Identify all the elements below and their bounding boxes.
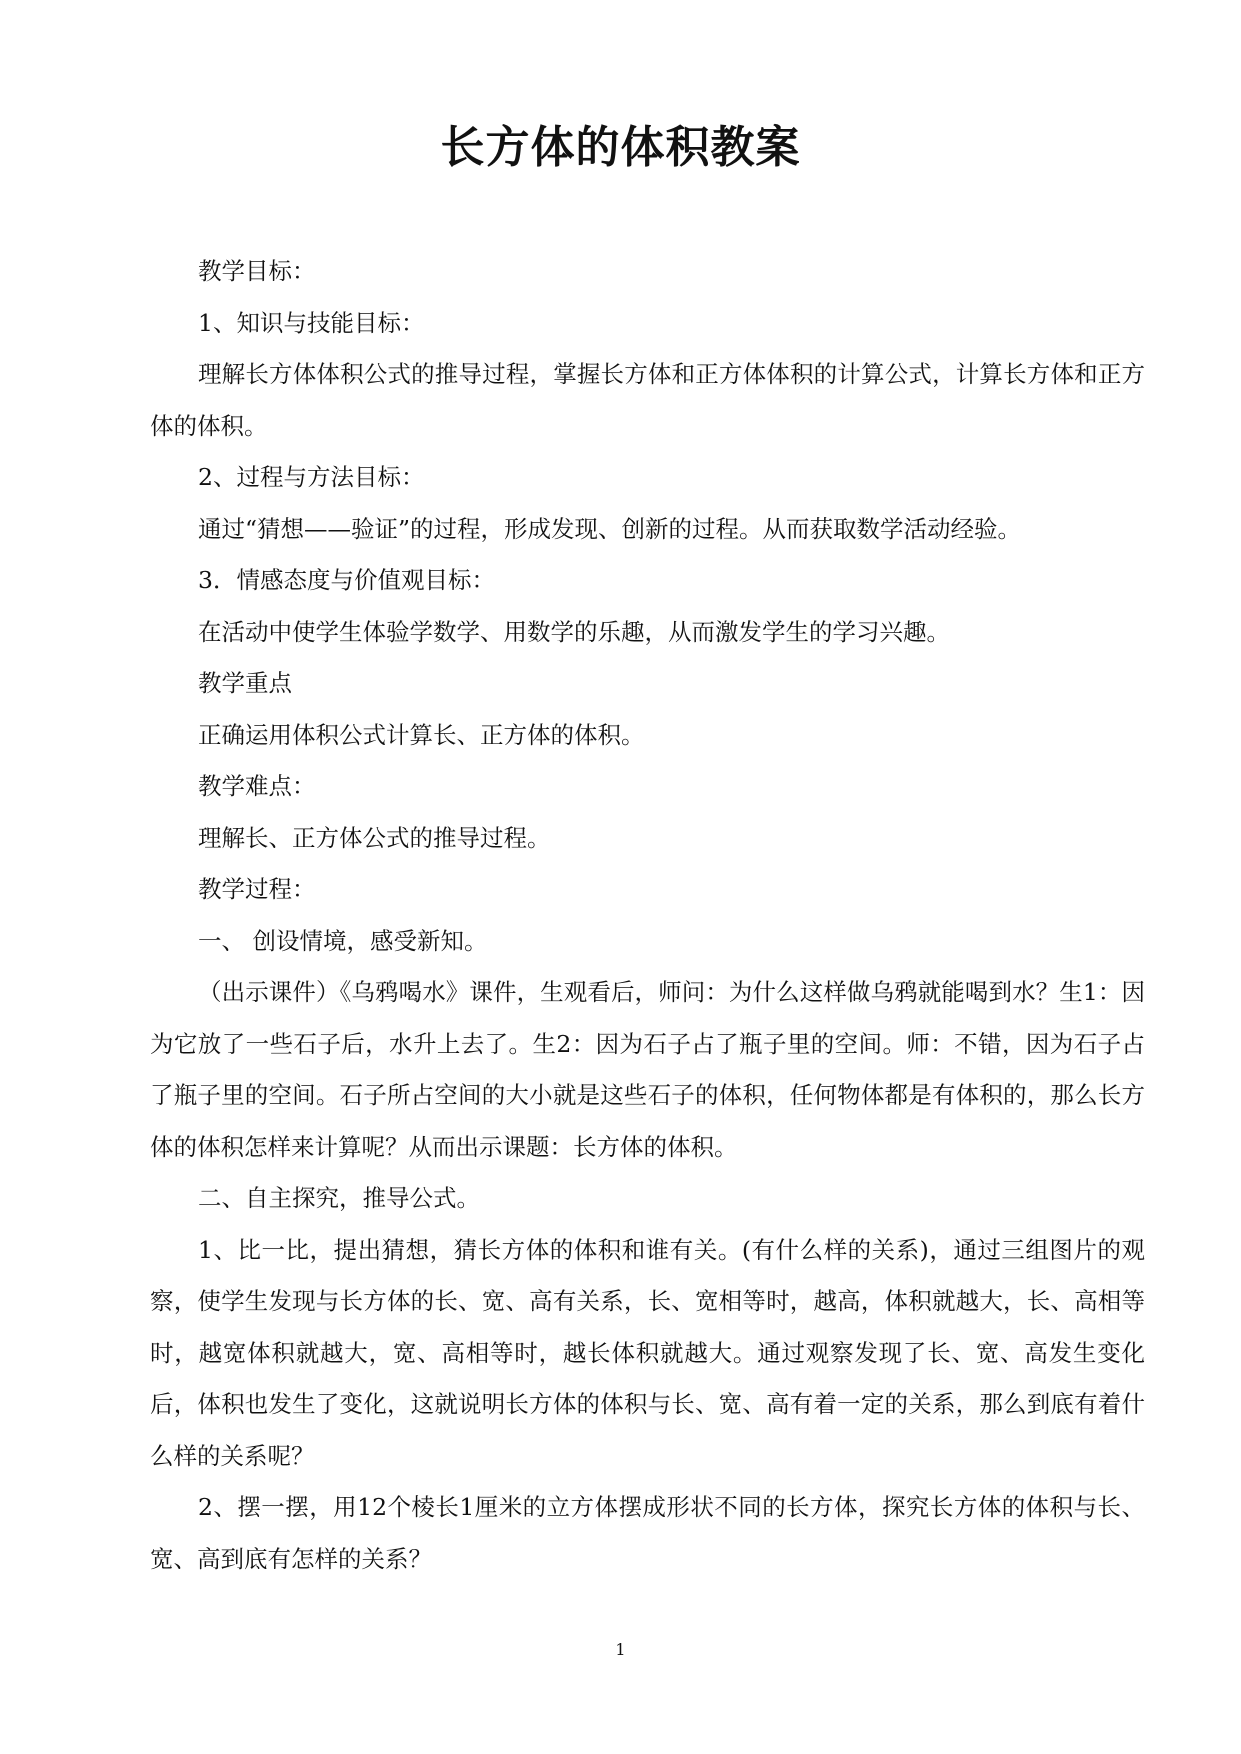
page-number: 1 (615, 1640, 626, 1659)
paragraph-emotion-body: 在活动中使学生体验学数学、用数学的乐趣，从而激发学生的学习兴趣。 (198, 617, 950, 646)
paragraph-teaching-objectives: 教学目标： (198, 257, 316, 285)
paragraph-crow-story: （出示课件）《乌鸦喝水》课件，生观看后，师问：为什么这样做乌鸦就能喝到水？生1：因为它放了一些石子后，水升上去了。生2：因为石子占了瓶子里的空间。师：不错，因为石子占了瓶子里的空间。石子所占空间的大小就是这些石子的体积，任何物体都是有体积的，那么长方体的体积怎样来计算呢？从而出示课题：长方体的体积。 (150, 978, 1145, 1161)
document-body (150, 246, 1145, 1585)
document-title: 长方体的体积教案 (440, 122, 801, 173)
paragraph-process-heading: 教学过程： (198, 875, 316, 903)
paragraph-key-point-body: 正确运用体积公式计算长、正方体的体积。 (198, 720, 645, 749)
paragraph-process-method-heading: 2、过程与方法目标： (198, 463, 425, 491)
paragraph-knowledge-skill-body: 理解长方体体积公式的推导过程，掌握长方体和正方体体积的计算公式，计算长方体和正方体的体积。 (150, 360, 1145, 440)
paragraph-process-method-body: 通过“猜想——验证”的过程，形成发现、创新的过程。从而获取数学活动经验。 (198, 514, 1022, 543)
paragraph-difficulty-heading: 教学难点： (198, 772, 316, 800)
paragraph-section-one: 一、 创设情境，感受新知。 (198, 926, 488, 955)
paragraph-compare-guess: 1、比一比，提出猜想，猜长方体的体积和谁有关。(有什么样的关系)，通过三组图片的观察，使学生发现与长方体的长、宽、高有关系，长、宽相等时，越高，体积就越大，长、高相等时，越宽体积就越大，宽、高相等时，越长体积就越大。通过观察发现了长、宽、高发生变化后，体积也发生了变化，这就说明长方体的体积与长、宽、高有着一定的关系，那么到底有着什么样的关系呢？ (150, 1235, 1145, 1470)
paragraph-section-two: 二、自主探究，推导公式。 (198, 1184, 480, 1212)
paragraph-knowledge-skill-heading: 1、知识与技能目标： (198, 308, 425, 337)
paragraph-key-point-heading: 教学重点 (198, 669, 292, 697)
paragraph-difficulty-body: 理解长、正方体公式的推导过程。 (198, 823, 551, 852)
paragraph-emotion-heading: 3．情感态度与价值观目标： (198, 566, 495, 594)
paragraph-arrange-cubes: 2、摆一摆，用12个棱长1厘米的立方体摆成形状不同的长方体，探究长方体的体积与长、宽、高到底有怎样的关系？ (150, 1493, 1145, 1573)
